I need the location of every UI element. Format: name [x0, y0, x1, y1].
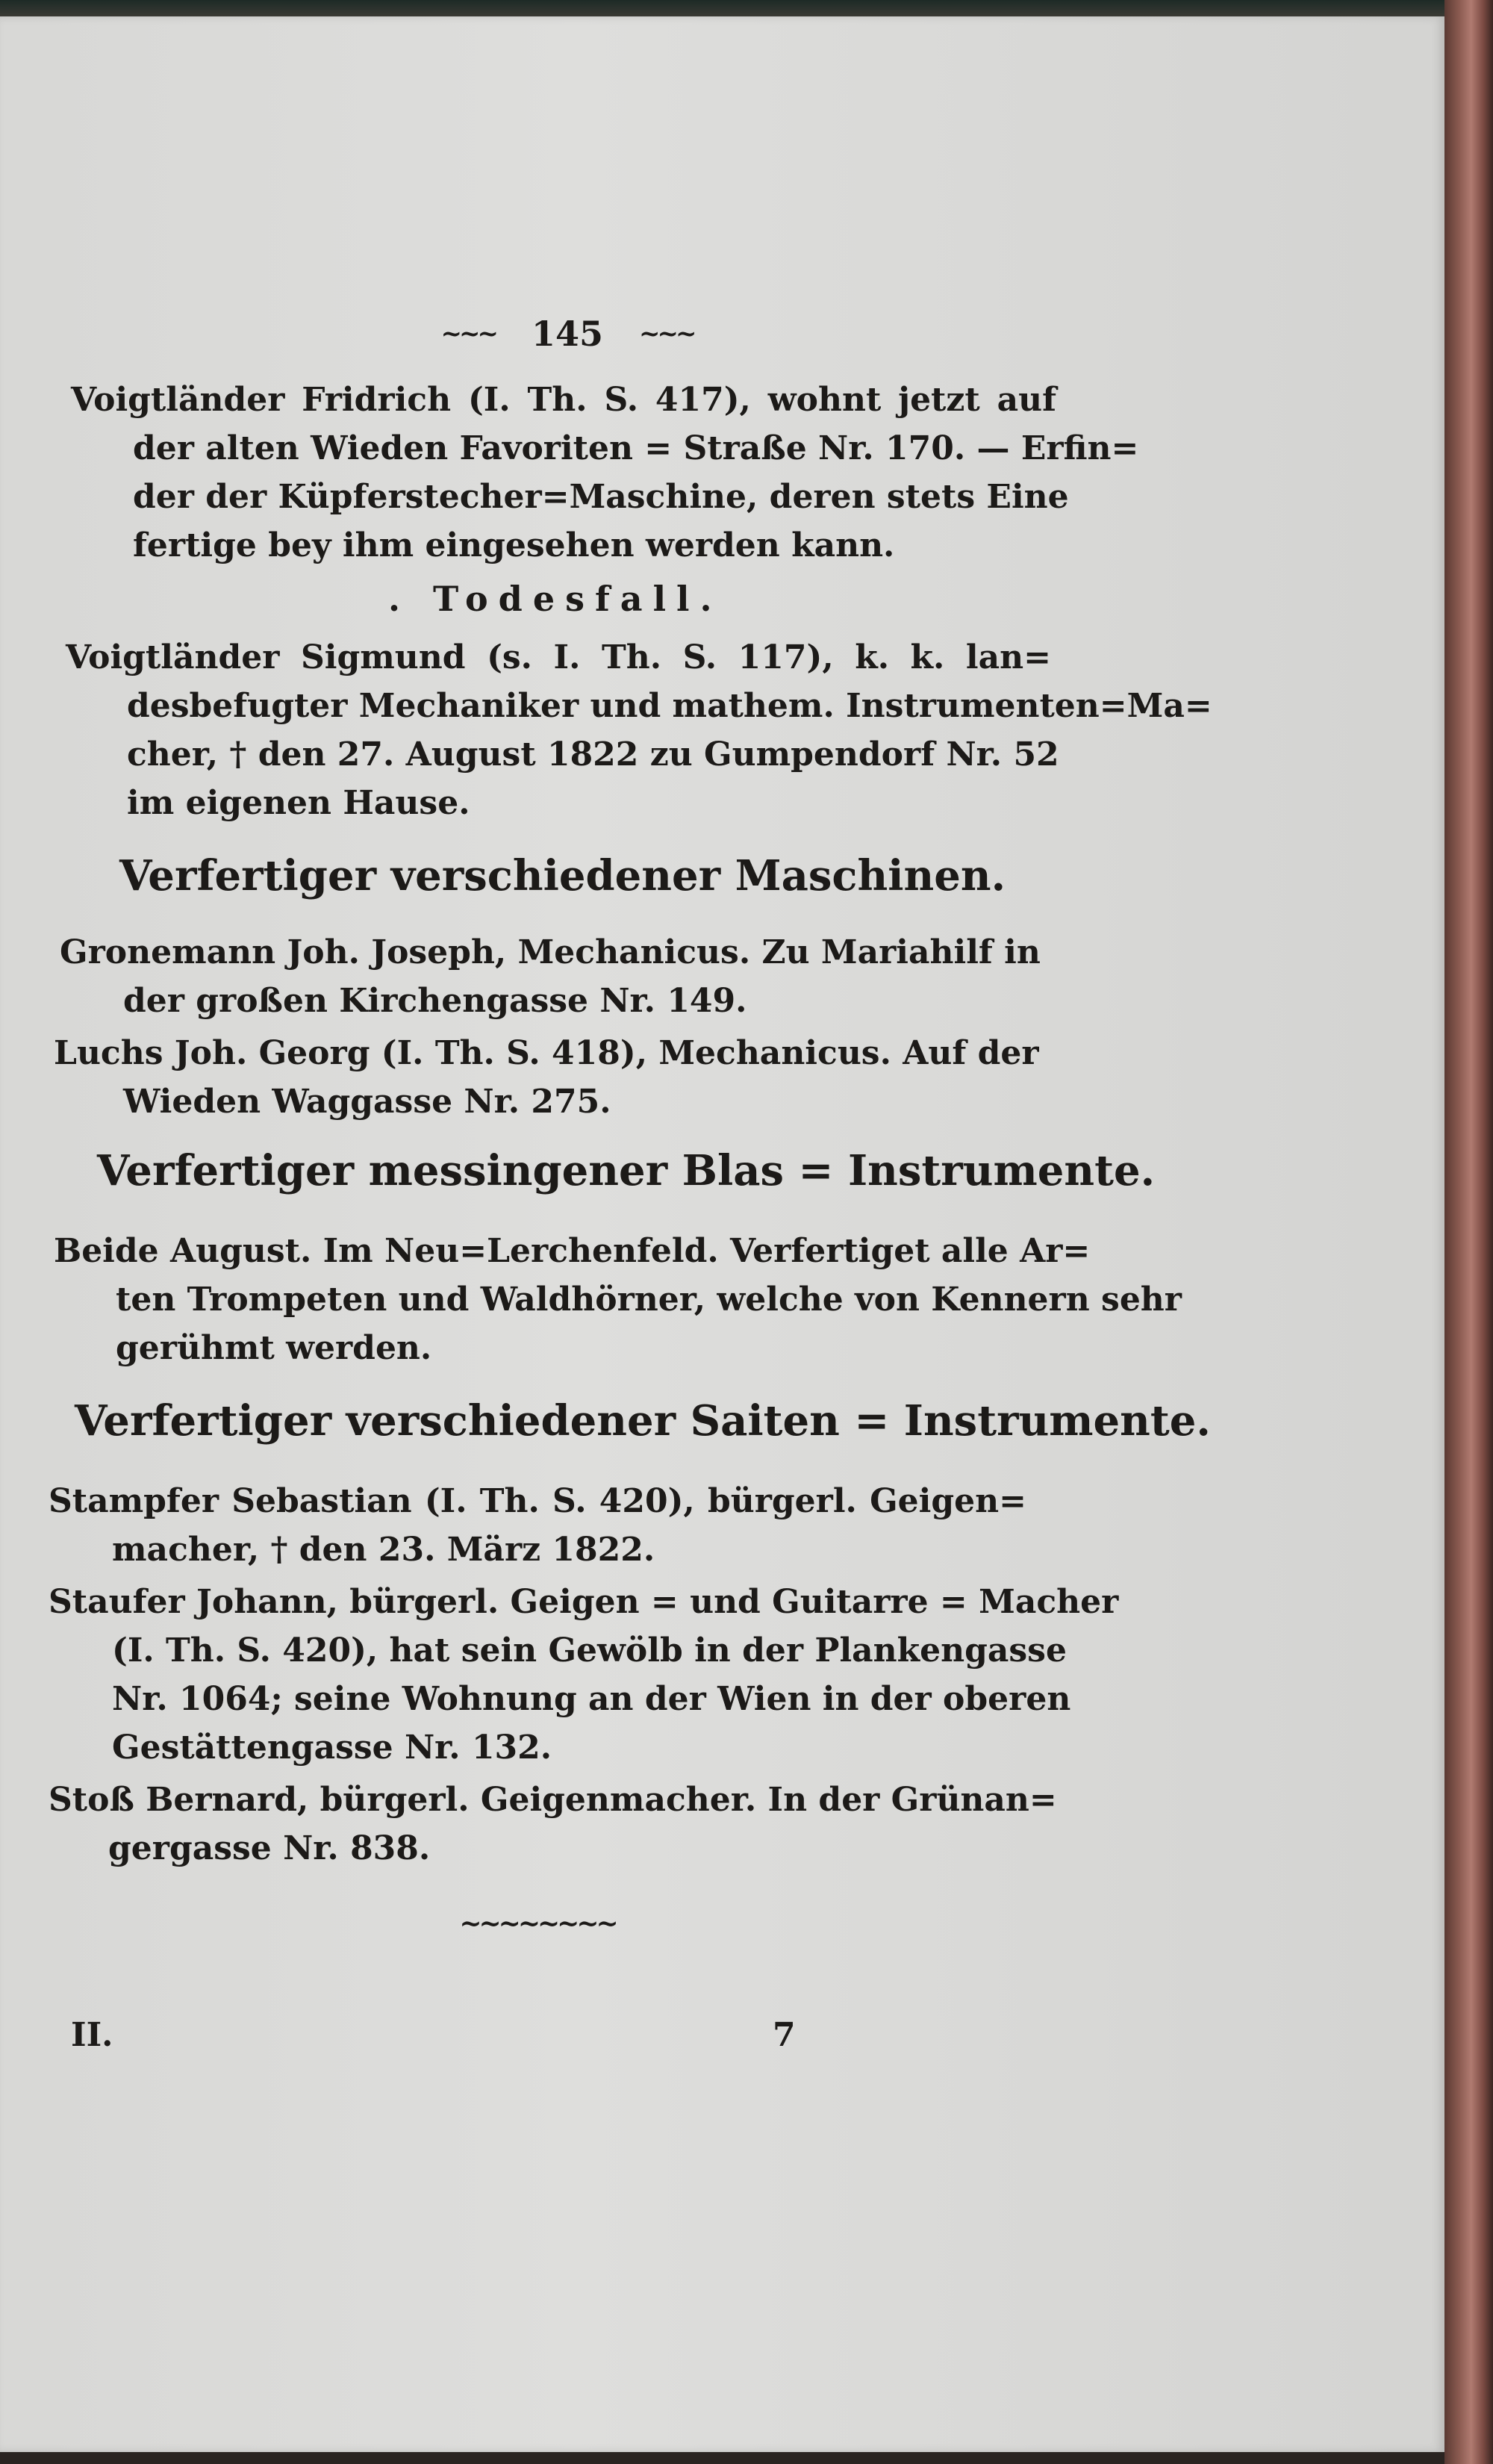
- closing-ornament-rule: ~~~~~~~~: [459, 1908, 616, 1939]
- entry-voigtlaender-fridrich-line: der der Küpferstecher=Maschine, deren stets Eine: [133, 478, 1069, 516]
- entry-beide-line: Beide August. Im Neu=Lerchenfeld. Verfertiget alle Ar=: [54, 1232, 1091, 1270]
- header-ornament-right: ~~~: [639, 319, 694, 349]
- heading-blas-instrumente: Verfertiger messingener Blas = Instrumente.: [97, 1146, 1156, 1195]
- entry-voigtlaender-sigmund-line: im eigenen Hause.: [127, 784, 470, 822]
- entry-voigtlaender-sigmund-line: desbefugter Mechaniker und mathem. Instrumenten=Ma=: [127, 687, 1212, 725]
- todesfall-subheading: . Todesfall.: [388, 579, 723, 619]
- entry-stampfer-line: Stampfer Sebastian (I. Th. S. 420), bürgerl. Geigen=: [49, 1482, 1026, 1520]
- signature-mark: II.: [71, 2016, 113, 2054]
- entry-luchs-line: Luchs Joh. Georg (I. Th. S. 418), Mechanicus. Auf der: [54, 1034, 1039, 1072]
- page-number: 145: [531, 314, 604, 354]
- entry-voigtlaender-sigmund-line: cher, † den 27. August 1822 zu Gumpendorf Nr. 52: [127, 735, 1059, 774]
- entry-voigtlaender-fridrich-line: fertige bey ihm eingesehen werden kann.: [133, 526, 895, 564]
- page-header: [403, 314, 732, 354]
- entry-staufer-line: Gestättengasse Nr. 132.: [112, 1729, 552, 1767]
- book-top-edge: [0, 0, 1444, 16]
- heading-saiten-instrumente: Verfertiger verschiedener Saiten = Instrumente.: [75, 1396, 1211, 1446]
- entry-luchs-line: Wieden Waggasse Nr. 275.: [123, 1083, 611, 1121]
- heading-maschinen: Verfertiger verschiedener Maschinen.: [119, 851, 1006, 900]
- catchword: 7: [773, 2016, 796, 2054]
- entry-staufer-line: Staufer Johann, bürgerl. Geigen = und Guitarre = Macher: [49, 1583, 1119, 1621]
- entry-voigtlaender-fridrich-line: Voigtländer Fridrich (I. Th. S. 417), wohnt jetzt auf: [71, 381, 1056, 419]
- entry-stampfer-line: macher, † den 23. März 1822.: [112, 1531, 655, 1569]
- entry-voigtlaender-fridrich-line: der alten Wieden Favoriten = Straße Nr. 170. — Erfin=: [133, 429, 1139, 467]
- entry-gronemann-line: der großen Kirchengasse Nr. 149.: [123, 982, 747, 1020]
- entry-beide-line: gerühmt werden.: [116, 1329, 432, 1367]
- entry-voigtlaender-sigmund-line: Voigtländer Sigmund (s. I. Th. S. 117), k. k. lan=: [66, 638, 1051, 676]
- entry-stoss-line: Stoß Bernard, bürgerl. Geigenmacher. In der Grünan=: [49, 1781, 1057, 1819]
- entry-staufer-line: Nr. 1064; seine Wohnung an der Wien in der oberen: [112, 1680, 1071, 1718]
- book-right-edge: [1444, 0, 1493, 2464]
- entry-beide-line: ten Trompeten und Waldhörner, welche von Kennern sehr: [116, 1281, 1182, 1319]
- entry-staufer-line: (I. Th. S. 420), hat sein Gewölb in der Plankengasse: [112, 1631, 1067, 1670]
- entry-gronemann-line: Gronemann Joh. Joseph, Mechanicus. Zu Mariahilf in: [60, 933, 1041, 971]
- entry-stoss-line: gergasse Nr. 838.: [108, 1829, 431, 1867]
- header-ornament-left: ~~~: [440, 319, 496, 349]
